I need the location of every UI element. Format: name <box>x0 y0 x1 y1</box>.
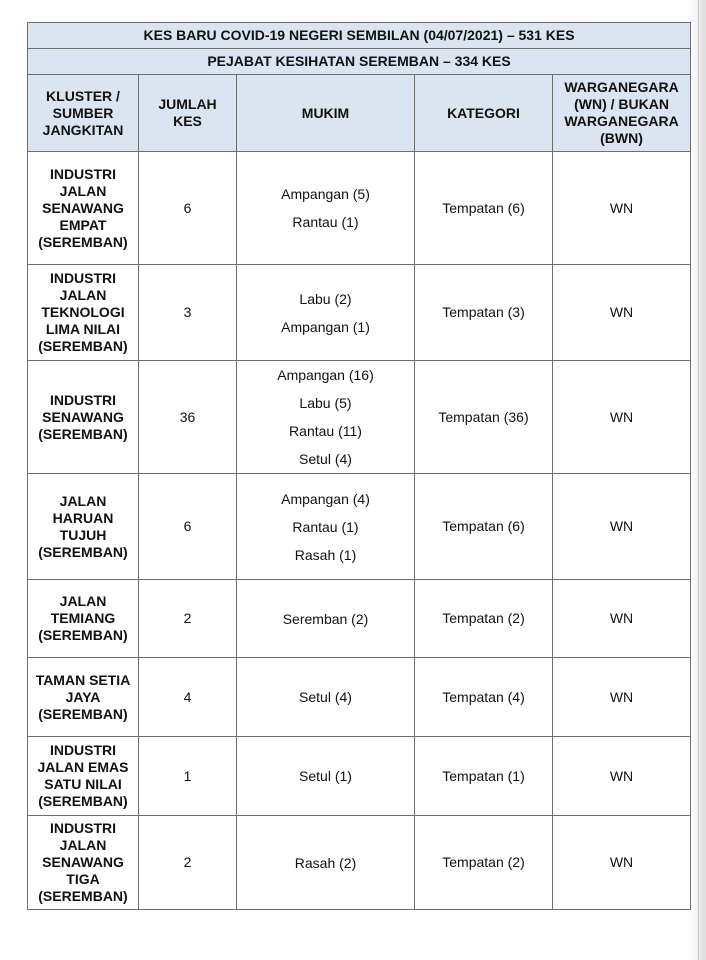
citizenship-cell: WN <box>553 152 691 265</box>
cluster-line: INDUSTRI <box>49 270 117 286</box>
cluster-line: SENAWANG <box>42 199 124 216</box>
cluster-line: TEKNOLOGI <box>41 304 125 320</box>
cluster-cell <box>28 816 139 910</box>
cluster-cell <box>28 474 139 580</box>
category-cell: Tempatan (4) <box>415 658 553 737</box>
column-header-category <box>415 75 553 152</box>
cluster-cell <box>28 265 139 361</box>
mukim-entry: Rantau (1) <box>292 518 359 535</box>
cluster-line: JALAN <box>59 593 107 609</box>
cluster-cell <box>28 658 139 737</box>
header-line: MUKIM <box>301 104 350 121</box>
mukim-entry: Rantau (1) <box>292 214 359 230</box>
table-row <box>28 658 691 737</box>
column-header-row <box>28 75 691 152</box>
header-line: KES <box>173 113 202 129</box>
header-line: (WN) / BUKAN <box>574 96 669 112</box>
case-table <box>27 22 691 910</box>
title-row <box>28 23 691 49</box>
cluster-line: SENAWANG <box>42 854 124 870</box>
header-line: KATEGORI <box>447 104 520 121</box>
cluster-line: SENAWANG <box>42 408 124 425</box>
citizenship-cell: WN <box>553 737 691 816</box>
citizenship-cell: WN <box>553 361 691 474</box>
header-line: (BWN) <box>600 130 643 146</box>
cluster-line: INDUSTRI <box>49 165 117 182</box>
case-table-body <box>28 23 691 910</box>
cluster-line: TAMAN SETIA <box>35 671 131 688</box>
mukim-cell <box>237 737 415 816</box>
mukim-entry: Ampangan (16) <box>277 367 374 383</box>
case-count-cell: 2 <box>139 816 237 910</box>
cluster-line: (SEREMBAN) <box>38 338 128 354</box>
cluster-line: (SEREMBAN) <box>38 888 128 904</box>
cluster-line: HARUAN <box>52 509 114 526</box>
citizenship-cell: WN <box>553 816 691 910</box>
page-edge-line <box>698 0 699 960</box>
mukim-cell <box>237 816 415 910</box>
cluster-line: JAYA <box>65 688 101 705</box>
cluster-line: LIMA NILAI <box>45 321 121 337</box>
cluster-cell <box>28 361 139 474</box>
mukim-entry: Rasah (1) <box>294 546 357 563</box>
table-row <box>28 265 691 361</box>
cluster-line: JALAN EMAS <box>37 759 129 775</box>
category-cell: Tempatan (2) <box>415 816 553 910</box>
cluster-line: EMPAT <box>59 216 107 233</box>
header-line: KLUSTER / <box>46 87 120 104</box>
case-count-cell: 4 <box>139 658 237 737</box>
table-row <box>28 816 691 910</box>
column-header-mukim <box>237 75 415 152</box>
mukim-entry: Labu (5) <box>299 395 352 411</box>
header-line: JANGKITAN <box>42 121 124 138</box>
mukim-cell <box>237 265 415 361</box>
mukim-entry: Ampangan (1) <box>281 318 370 335</box>
cluster-cell <box>28 737 139 816</box>
mukim-entry: Ampangan (5) <box>281 186 370 202</box>
header-line: JUMLAH <box>158 96 217 112</box>
mukim-entry: Rantau (11) <box>289 423 362 439</box>
cluster-line: SATU NILAI <box>44 776 122 792</box>
category-cell: Tempatan (1) <box>415 737 553 816</box>
mukim-entry: Setul (4) <box>299 451 352 467</box>
cluster-cell <box>28 580 139 658</box>
cluster-line: (SEREMBAN) <box>38 425 128 442</box>
cluster-line: INDUSTRI <box>49 391 117 408</box>
case-count-cell: 6 <box>139 474 237 580</box>
header-line: SUMBER <box>52 104 114 121</box>
citizenship-cell: WN <box>553 265 691 361</box>
subtitle-row <box>28 49 691 75</box>
cluster-line: INDUSTRI <box>49 820 117 836</box>
cluster-line: JALAN <box>59 837 107 853</box>
category-cell: Tempatan (3) <box>415 265 553 361</box>
case-count-cell: 1 <box>139 737 237 816</box>
column-header-citizenship <box>553 75 691 152</box>
mukim-entry: Ampangan (4) <box>281 490 370 507</box>
table-row <box>28 474 691 580</box>
cluster-line: (SEREMBAN) <box>38 543 128 560</box>
cluster-line: JALAN <box>59 287 107 303</box>
table-row <box>28 580 691 658</box>
cluster-line: (SEREMBAN) <box>38 627 128 643</box>
mukim-cell <box>237 361 415 474</box>
cluster-line: JALAN <box>59 182 107 199</box>
header-line: WARGANEGARA <box>564 79 679 95</box>
header-line: WARGANEGARA <box>564 113 679 129</box>
citizenship-cell: WN <box>553 658 691 737</box>
page-edge-shadow <box>690 0 706 960</box>
category-cell: Tempatan (36) <box>415 361 553 474</box>
table-row <box>28 152 691 265</box>
category-cell: Tempatan (6) <box>415 474 553 580</box>
cluster-line: JALAN <box>59 492 107 509</box>
cluster-line: TIGA <box>66 871 100 887</box>
cluster-line: (SEREMBAN) <box>38 233 128 250</box>
table-row <box>28 737 691 816</box>
mukim-cell <box>237 580 415 658</box>
citizenship-cell: WN <box>553 580 691 658</box>
cluster-line: TEMIANG <box>50 610 116 626</box>
category-cell: Tempatan (2) <box>415 580 553 658</box>
cluster-line: (SEREMBAN) <box>38 705 128 722</box>
column-header-count <box>139 75 237 152</box>
case-count-cell: 6 <box>139 152 237 265</box>
mukim-entry: Labu (2) <box>299 290 352 307</box>
case-count-cell: 36 <box>139 361 237 474</box>
mukim-entry: Setul (1) <box>299 768 352 784</box>
citizenship-cell: WN <box>553 474 691 580</box>
mukim-cell <box>237 152 415 265</box>
category-cell: Tempatan (6) <box>415 152 553 265</box>
case-count-cell: 2 <box>139 580 237 658</box>
table-row <box>28 361 691 474</box>
mukim-entry: Setul (4) <box>299 689 352 705</box>
mukim-entry: Seremban (2) <box>282 610 369 627</box>
cluster-line: TUJUH <box>59 526 107 543</box>
mukim-entry: Rasah (2) <box>294 854 357 871</box>
mukim-cell <box>237 474 415 580</box>
mukim-cell <box>237 658 415 737</box>
case-count-cell: 3 <box>139 265 237 361</box>
column-header-cluster <box>28 75 139 152</box>
cluster-line: (SEREMBAN) <box>38 793 128 809</box>
cluster-line: INDUSTRI <box>49 742 117 758</box>
cluster-cell <box>28 152 139 265</box>
table-subtitle: PEJABAT KESIHATAN SEREMBAN – 334 KES <box>28 49 691 75</box>
table-title: KES BARU COVID-19 NEGERI SEMBILAN (04/07/2021) – 531 KES <box>28 23 691 49</box>
